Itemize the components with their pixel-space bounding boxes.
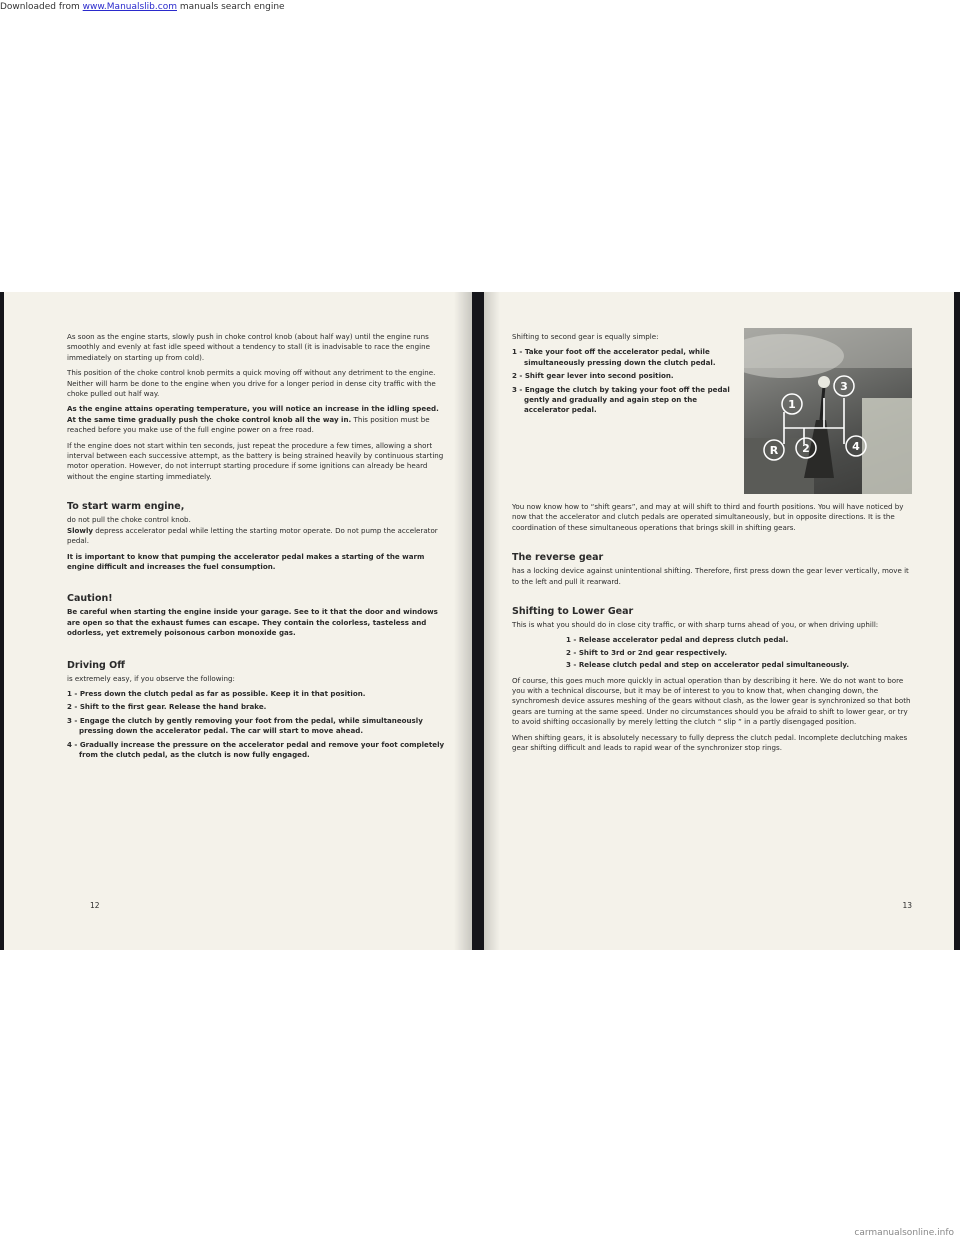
left-paragraph-3-bold: As the engine attains operating temperature, you will notice an increase in the idling speed. At the same time gradually push the choke control knob all the way in. [67,404,439,424]
lower-gear-paragraph-1: Of course, this goes much more quickly in actual operation than by describing it here. We do not want to bore you with a technical discourse, but it may be of interest to you to know that, when changing down, the synchromesh device assures meshing of the gears without clash, as the lower gear is synchronized so that both gears are turning at the same speed. Under no circumstances should you be afraid to shift to lower gear, or try to avoid shifting occasionally by merely letting the clutch “ slip ” in a partly disengaged position. [512,675,911,727]
gear-label-1: 1 [788,398,796,411]
warm-paragraph-2 [67,526,448,547]
warm-paragraph-2-rest: depress accelerator pedal while letting the starting motor operate. Do not pump the accelerator pedal. [67,525,438,546]
manualslib-link[interactable]: www.Manualslib.com [82,2,177,12]
right-page [484,292,954,950]
lower-gear-step: 3 - Release clutch pedal and step on accelerator pedal simultaneously. [566,660,850,670]
warm-paragraph-1: do not pull the choke control knob. [67,515,191,525]
second-gear-intro: Shifting to second gear is equally simple: [512,332,659,341]
left-paragraph-3-rest: This position must be reached before you make use of the full engine power on a free road. [67,414,430,435]
gear-label-2: 2 [802,442,810,455]
seat-shape [862,398,912,494]
warm-paragraph-2-bold: Slowly [67,525,94,535]
gear-label-3: 3 [840,380,848,393]
shift-gears-paragraph: You now know how to “shift gears”, and may at will shift to third and fourth positions. You will have noticed by now that the accelerator and clutch pedals are operated simultaneously, but in opposite directions. It is the coordination of these simultaneous operations that brings skill in shifting gears. [512,502,904,532]
download-header [0,2,960,12]
header-suffix: manuals search engine [179,2,285,12]
gear-shift-diagram [744,328,912,494]
lower-gear-step: 1 - Release accelerator pedal and depress clutch pedal. [566,635,789,645]
gear-label-4: 4 [852,440,860,453]
warm-paragraph-3: It is important to know that pumping the accelerator pedal makes a starting of the warm engine difficult and increases the fuel consumption. [67,551,425,571]
reverse-gear-text: has a locking device against unintentional shifting. Therefore, first press down the gear lever vertically, move it to the left and pull it rearward. [512,566,909,586]
page-number-right: 13 [902,901,912,910]
driving-step: 2 - Shift to the first gear. Release the hand brake. [67,702,267,712]
book-spread [0,292,960,950]
header-prefix: Downloaded from [0,2,80,12]
second-gear-step: 3 - Engage the clutch by taking your foot off the pedal gently and gradually and again step on the accelerator pedal. [512,384,730,415]
footer-watermark: carmanualsonline.info [854,1228,954,1238]
caution-text: Be careful when starting the engine inside your garage. See to it that the door and windows are open so that the exhaust fumes can escape. They contain the colorless, tasteless and odorless, yet extremely poisonous carbon monoxide gas. [67,607,438,638]
left-paragraph-4: If the engine does not start within ten seconds, just repeat the procedure a few times, allowing a short interval between each successive attempt, as the battery is being strained heavily by continuous starting motor operation. However, do not interrupt starting procedure if some ignitions can already be heard without the engine starting immediately. [67,440,444,481]
page-number-left: 12 [90,901,100,910]
driving-off-intro: is extremely easy, if you observe the following: [67,673,235,683]
lower-gear-paragraph-2: When shifting gears, it is absolutely necessary to fully depress the clutch pedal. Incomplete declutching makes gear shifting difficult and leads to rapid wear of the synchronizer stop rings. [512,732,908,753]
left-paragraph-2: This position of the choke control knob permits a quick moving off without any detriment to the engine. Neither will harm be done to the engine when you drive for a longer period in dense city traffic with the choke pulled out half way. [67,368,436,399]
gear-knob [818,376,830,388]
driving-step: 3 - Engage the clutch by gently removing your foot from the pedal, while simultaneously pressing down the accelerator pedal. The car will start to move ahead. [67,715,423,736]
gear-shift-photo [744,328,912,494]
second-gear-steps [512,347,738,415]
lower-gear-step: 2 - Shift to 3rd or 2nd gear respectively. [566,647,728,657]
caution-heading: Caution! [67,593,113,605]
left-paragraph-1: As soon as the engine starts, slowly push in choke control knob (about half way) until the engine runs smoothly and evenly at fast idle speed without a tendency to stall (it is inadvisable to race the engine immediately on starting up from cold). [67,332,430,362]
left-page [4,292,472,950]
lower-gear-steps [512,635,912,670]
second-gear-step: 2 - Shift gear lever into second position. [512,371,674,381]
driving-step: 1 - Press down the clutch pedal as far as possible. Keep it in that position. [67,688,366,698]
driving-off-heading: Driving Off [67,659,125,671]
lower-gear-intro: This is what you should do in close city traffic, or with sharp turns ahead of you, or when driving uphill: [512,620,879,630]
top-row [512,332,912,494]
left-paragraph-3 [67,404,448,435]
lower-gear-heading: Shifting to Lower Gear [512,606,634,618]
reverse-gear-heading: The reverse gear [512,552,604,564]
second-gear-text [512,332,744,494]
gear-label-reverse: R [769,444,779,457]
warm-engine-heading: To start warm engine, [67,501,185,513]
driving-off-steps [67,689,448,760]
second-gear-step: 1 - Take your foot off the accelerator pedal, while simultaneously pressing down the clutch pedal. [512,347,716,367]
driving-step: 4 - Gradually increase the pressure on the accelerator pedal and remove your foot completely from the clutch pedal, as the clutch is now fully engaged. [67,739,445,759]
